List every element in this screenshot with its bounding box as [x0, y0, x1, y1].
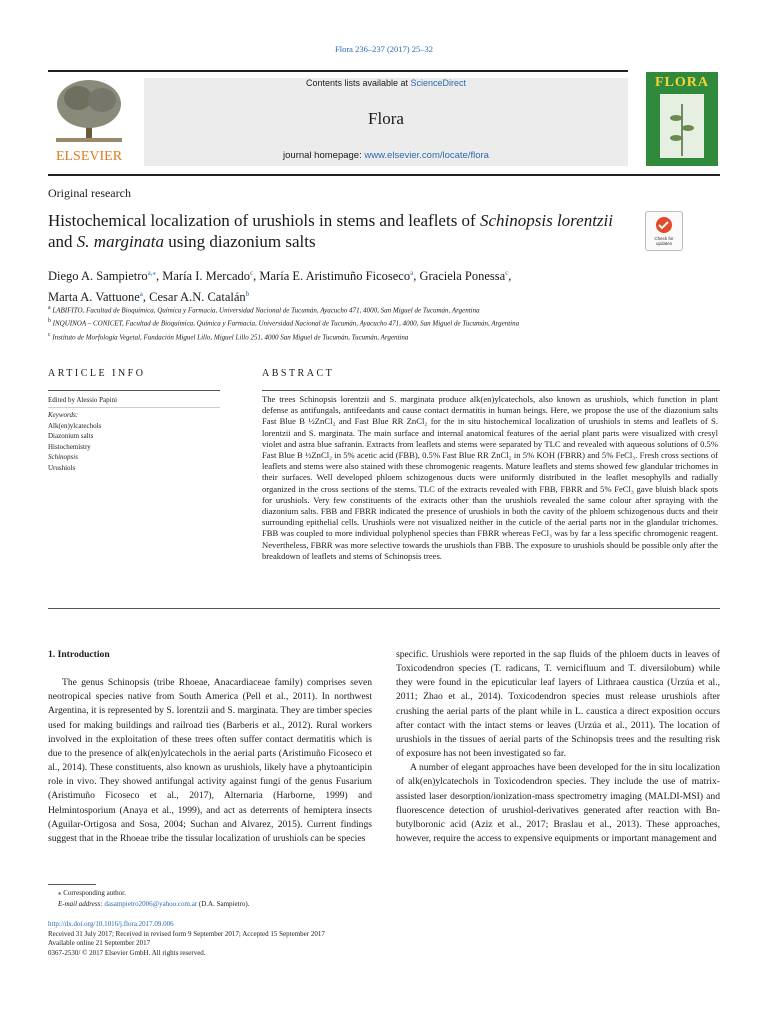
check-for-updates-badge[interactable]: [645, 211, 683, 251]
author[interactable]: , Cesar A.N. Catalán: [142, 290, 246, 305]
title-part: and: [48, 232, 77, 251]
copyright: 0367-2530/ © 2017 Elsevier GmbH. All rights reserved.: [48, 948, 206, 957]
cover-title: FLORA: [655, 75, 709, 90]
top-rule: [48, 70, 628, 72]
affiliation-a: $^a$ LABIFITO, Facultad de Bioquímica, Química y Farmacia, Universidad Nacional de Tucumán, Ayacucho 471, 4000, San Miguel de Tucumán, Argentina: [48, 305, 480, 315]
author-list: [48, 264, 728, 306]
article-info-rule: [48, 390, 220, 391]
title-part: using diazonium salts: [164, 232, 316, 251]
keywords-label: Keywords:: [48, 411, 79, 419]
paragraph: specific. Urushiols were reported in the sap fluids of the phloem ducts in leaves of Toxicodendron species (T. radicans, T. vernicifluum and T. diversilobum) while they were found in the epicuticular leaf layers of Lithraea caustica (Urzúa et al., 2011; Zhao et al., 2014). Toxicodendron species must release urushiols after crushing the aerial parts of the plant while in L. caustica a direct exposition occurs after contact with the intact stems or leaves (Urzúa et al., 2011). The location of urushiols in the tissues of aerial parts of the Schinopsis trees and the resulting risk of exposure has not been investigated so far.: [396, 649, 720, 760]
contents-prefix: Contents lists available at: [305, 78, 411, 88]
article-title: [48, 210, 628, 252]
author[interactable]: , Graciela Ponessa: [413, 269, 506, 284]
keyword: Urushiols: [48, 463, 76, 472]
journal-name: Flora: [368, 109, 404, 128]
edited-by: Edited by Alessio Papini: [48, 396, 118, 404]
header-bottom-rule: [48, 174, 720, 176]
corresponding-author-note: ⁎ Corresponding author.: [58, 889, 126, 897]
keyword: Diazonium salts: [48, 432, 94, 440]
title-part: Histochemical localization of urushiols in stems and leaflets of: [48, 211, 480, 230]
homepage-prefix: journal homepage:: [283, 150, 365, 161]
homepage-link[interactable]: www.elsevier.com/locate/flora: [364, 150, 489, 161]
check-updates-icon: [646, 212, 682, 250]
abstract-bottom-rule: [48, 608, 720, 609]
author[interactable]: Diego A. Sampietro: [48, 269, 148, 284]
footnote-block: [48, 888, 249, 910]
homepage-line: [144, 150, 628, 161]
publication-info: [48, 920, 325, 958]
abstract-text: The trees Schinopsis lorentzii and S. marginata produce alk(en)ylcatechols, also known as urushiols, which function in plant defense as antifungals, antifeedants and cause contact dermatitis in human beings. Here, we propose the use of the diazonium salts Fast Blue B ½ZnCl₂ and Fast Blue RR ZnCl₂ for the in situ histochemical localization of urushiols in stems and leaflets of S. lorentzii and S. marginata. The main surface and internal anatomical features of the aerial plant parts were visualized with cresyl violet and astra blue safranin. Extracts from leaflets and stems were separated by TLC and revealed with aqueous solutions of 0.5% Fast Blue B ½ZnCl₂ in 5% acetic acid (FBB), 0.5% Fast Blue RR ZnCl₂ in 5% KOH (FBRR) and 5% FeCl₃. Fresh cross sections of leaflets and stems were also stained with these chromogenic reagents. Mature leaflets and stems showed few glandular trichomes in their surfaces. Well developed phloem schizogenous ducts were uniformly distributed in the leaflet mesophylls and radially organized in the cross sections of the stems. TLC of the extracts revealed with FBB, FBRR and 5% FeCl₃ gave bluish black spots for urushiols. Very few constituents of the extracts other than the urushiols revealed the same colour after spraying with the diazonium salts. FBB and FBRR indicated the presence of urushiols in both the cavity of the phloem schizogenous ducts and their surrounding epithelial cells. Urushiols were not visualized neither in the cuticle of the aerial parts nor in the glandular trichomes. FBB was coupled to more individual polyphenol species than FBRR whereas FeCl₃ was by far a less specific chromogenic reagent. Nevertheless, FBRR was more selective towards the urushiols than FBB. The exposure to urushiols should be possible only after the breakdown of leaflets and stems of Schinopsis trees.: [262, 394, 718, 561]
author-affil-sup[interactable]: a: [139, 290, 143, 299]
svg-text:updates: updates: [655, 241, 673, 246]
body-right-column: [396, 648, 720, 846]
footnote-rule: [48, 884, 96, 885]
email-label: E-mail address:: [58, 900, 105, 908]
email-link[interactable]: dasampietro2006@yahoo.com.ar: [104, 900, 198, 908]
title-part: Schinopsis lorentzii: [479, 211, 613, 230]
elsevier-wordmark: ELSEVIER: [55, 149, 123, 164]
affiliation-text: LABIFITO, Facultad de Bioquímica, Química y Farmacia, Universidad Nacional de Tucumán, Ayacucho 471, 4000, San Miguel de Tucumán, Argentina: [52, 306, 480, 315]
email-suffix: (D.A. Sampietro).: [197, 900, 250, 908]
author-affil-sup[interactable]: c: [250, 269, 254, 277]
author-affil-sup[interactable]: a: [410, 269, 414, 277]
received-dates: Received 31 July 2017; Received in revised form 9 September 2017; Accepted 15 September 2017: [48, 929, 325, 938]
journal-citation[interactable]: Flora 236–237 (2017) 25–32: [335, 44, 433, 54]
affiliation-text: INQUINOA – CONICET, Facultad de Bioquímica, Química y Farmacia, Universidad Nacional de Tucumán, Ayacucho 471, 4000, San Miguel de Tucumán, Argentina: [52, 319, 520, 328]
available-online: Available online 21 September 2017: [48, 939, 151, 947]
elsevier-logo: [48, 76, 130, 164]
author-affil-sup[interactable]: a,⁎: [147, 269, 156, 277]
sciencedirect-link[interactable]: ScienceDirect: [410, 78, 467, 88]
contents-line: [144, 78, 628, 88]
affiliation-c: $^c$ Instituto de Morfología Vegetal, Fundación Miguel Lillo, Miguel Lillo 251, 4000 San Miguel de Tucumán, Tucumán, Argentina: [48, 331, 409, 341]
paragraph: The genus Schinopsis (tribe Rhoeae, Anacardiaceae family) comprises seven neotropical species native from South America (Pell et al., 2011). In northwest Argentina, it is represented by S. lorentzii and S. marginata. They are timber species used for making buildings and railroad ties (Barberis et al., 2012). Rural workers involved in the exploitation of these trees often suffer contact dermatitis which is due to the presence of alk(en)ylcatechols in the aerial parts (Aristimuño Ficoseco et al., 2014). These constituents, also known as urushiols, likely have a phytoanticipin role in vivo. They showed antifungal activity against fungi of the genus Fusarium (Aristimuño Ficoseco et al., 2017), Alternaria (Harborne, 1999) and Helmintosporium (Anaya et al., 1999), and act as deterrents of hemiptera insects (Aguilar-Ortigosa and Sosa, 2004; Suchan and Alvarez, 2015). Current findings suggest that in the Rhoeae tribe the tissular localization of urushiols can be species: [48, 677, 372, 844]
abstract-rule: [262, 390, 720, 391]
article-info-heading: ARTICLE INFO: [48, 368, 146, 379]
doi-link[interactable]: http://dx.doi.org/10.1016/j.flora.2017.09.006: [48, 920, 174, 928]
affiliations: [48, 303, 728, 343]
affiliation-text: Instituto de Morfología Vegetal, Fundación Miguel Lillo, Miguel Lillo 251, 4000 San Miguel de Tucumán, Tucumán, Argentina: [52, 332, 409, 341]
affiliation-b: $^b$ INQUINOA – CONICET, Facultad de Bioquímica, Química y Farmacia, Universidad Nacional de Tucumán, Ayacucho 471, 4000, San Miguel de Tucumán, Argentina: [48, 318, 520, 328]
abstract-heading: ABSTRACT: [262, 368, 335, 379]
body-left-column: [48, 648, 372, 846]
keyword: Histochemistry: [48, 442, 91, 451]
author[interactable]: Marta A. Vattuone: [48, 290, 140, 305]
article-type: Original research: [48, 186, 131, 200]
keyword: Alk(en)ylcatechols: [48, 421, 102, 430]
author[interactable]: , María E. Aristimuño Ficoseco: [253, 269, 411, 284]
section-heading-introduction: 1. Introduction: [48, 649, 110, 660]
author[interactable]: , María I. Mercado: [156, 269, 251, 284]
paragraph: A number of elegant approaches have been developed for the in situ localization of alk(en)ylcatechols in Toxicodendron species. They include the use of matrix-assisted laser desorption/ionization-mass spectrometry imaging (MALDI-MSI) and fluorescence detection of urushiol-derivatives generated after reaction with Bn-butylboronic acid (Aziz et al., 2017; Braslau et al., 2013). These approaches, however, require the access to expensive equipments or important management and: [396, 762, 720, 845]
journal-cover-thumbnail[interactable]: [646, 72, 718, 166]
title-part: S. marginata: [76, 232, 165, 251]
keywords-block: [48, 410, 101, 473]
author-affil-sup[interactable]: b: [245, 290, 250, 299]
author-sep: ,: [508, 269, 512, 284]
keyword: Schinopsis: [48, 453, 78, 461]
keywords-rule: [48, 407, 220, 408]
svg-text:Check for: Check for: [654, 236, 674, 241]
author-affil-sup[interactable]: c: [505, 269, 509, 277]
